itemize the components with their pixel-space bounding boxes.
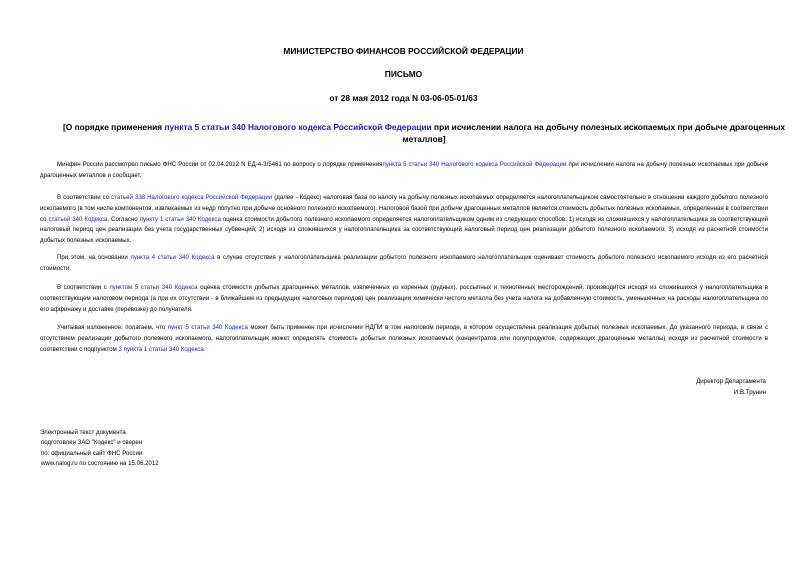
paragraph-3: [40, 253, 768, 275]
link-point-4-article-340[interactable]: пункта 4 статьи 340 Кодекса: [130, 254, 215, 261]
link-point-1-article-340[interactable]: пункту 1 статьи 340 Кодекса: [139, 215, 221, 223]
link-point-5-article-340-code[interactable]: пунктом 5 статьи 340 Кодекса: [109, 284, 198, 291]
link-point-5-article-340[interactable]: пункта 5 статьи 340 Налогового кодекса Российской Федерации: [382, 161, 567, 168]
title-text-post: при исчислении налога на добычу полезных ископаемых при добыче драгоценных металлов]: [402, 122, 786, 144]
footer-line: Электронный текст документа: [40, 429, 126, 436]
signatory-name: И.В.Трунин: [733, 389, 766, 396]
paragraph-text: при исчислении налога на добычу полезных ископаемых при добыче драгоценных металлов и сообщает.: [40, 161, 768, 179]
footer-line: подготовлен ЗАО "Кодекс" и сверен: [41, 439, 143, 447]
signatory-position: Директор Департамента: [696, 378, 766, 385]
document-date-number: от 28 мая 2012 года N 03-06-05-01/63: [329, 93, 478, 103]
link-subpoint-3-point-1-article-340[interactable]: 3 пункта 1 статьи 340 Кодекса: [118, 345, 204, 353]
paragraph-5: [40, 323, 768, 355]
paragraph-text: . Согласно: [107, 215, 140, 223]
paragraph-2: [40, 193, 768, 247]
document-title: [58, 121, 790, 145]
paragraph-text: оценка стоимости добытых драгоценных металлов, извлеченных из коренных (рудных), россыпных и техногенных месторождений, производится исходя из сложившихся у налогоплательщика в соответствующем налоговом периода (а при их отсутствии - в ближайшем из предыдущих налоговых периодов) цен реализации химически чистого металла без учета налога на добавленную стоимость, уменьшенных на расходы налогоплательщика по его аффинажу и доставке (перевозке) до получателя.: [40, 284, 769, 313]
title-link-tax-code[interactable]: пункта 5 статьи 340 Налогового кодекса Российской Федерации: [164, 122, 432, 132]
title-text-pre: [О порядке применения: [62, 122, 165, 132]
paragraph-1: [40, 160, 768, 182]
paragraph-text: может быть применен при исчислении НДПИ в том налоговом периоде, в котором осуществлена реализация добытых полезных ископаемых. До указанного периода, в связи с отсутствием реализации добытого полезного ископаемого, налогоплательщик может определять стоимость добытых полезных ископаемых (концентратов или полупродуктов, содержащих драгоценные металлы) исходя из расчетной стоимости в соответствии с подпунктом: [40, 324, 769, 353]
paragraph-text: (далее - Кодекс) налоговая база по налогу на добычу полезных ископаемых определяется налогоплательщиком самостоятельно в отношении каждого добытого полезного ископаемого (в том числе компонентов, извлекаемых из недр попутно при добыче основного полезного ископаемого). Налоговой базой при добыче драгоценных металлов является стоимость добытых полезных ископаемых, определенная в соответствии со: [40, 194, 768, 223]
document-type-heading: ПИСЬМО: [384, 69, 423, 79]
paragraph-text: При этом, на основании: [57, 254, 131, 261]
link-point-5-article-340-conclusion[interactable]: пункт 5 статьи 340 Кодекса: [167, 324, 248, 331]
link-article-340[interactable]: статьей 340 Кодекса: [48, 215, 108, 223]
link-article-338[interactable]: статьей 338 Налогового кодекса Российской Федерации: [111, 194, 273, 201]
footer-line: по: официальный сайт ФНС России: [41, 449, 143, 457]
footer-line: www.nalog.ru по состоянию на 15.06.2012: [41, 460, 159, 468]
paragraph-text: Учитывая изложенное, полагаем, что: [57, 324, 168, 331]
paragraph-4: [40, 283, 768, 315]
footer-note: [40, 428, 159, 470]
paragraph-text: В соответствии со: [57, 194, 112, 201]
paragraph-text: Минфин России рассмотрел письмо ФНС России от 02.04.2012 N ЕД-4-3/5461 по вопросу о порядке применения: [57, 161, 383, 168]
paragraph-text: В соответствии с: [57, 284, 110, 291]
paragraph-text: в случае отсутствия у налогоплательщика реализации добытого полезного ископаемого налогоплательщик оценивает стоимость добытого полезного ископаемого исходя из его расчетной стоимости.: [40, 254, 768, 272]
signature-block: [696, 376, 766, 398]
paragraph-text: .: [203, 345, 206, 353]
paragraph-text: оценка стоимости добытого полезного ископаемого определяется налогоплательщиком одним из следующих способов: 1) исходя из сложившихся у налогоплательщика за соответствующий налоговый период цен реализации без учета государственных субвенций; 2) исходя из сложившихся у налогоплательщика за соответствующий налоговый период цен реализации добытого полезного ископаемого; 3) исходя из расчетной стоимости добытых полезных ископаемых.: [40, 215, 768, 245]
ministry-heading: МИНИСТЕРСТВО ФИНАНСОВ РОССИЙСКОЙ ФЕДЕРАЦИИ: [283, 46, 524, 56]
